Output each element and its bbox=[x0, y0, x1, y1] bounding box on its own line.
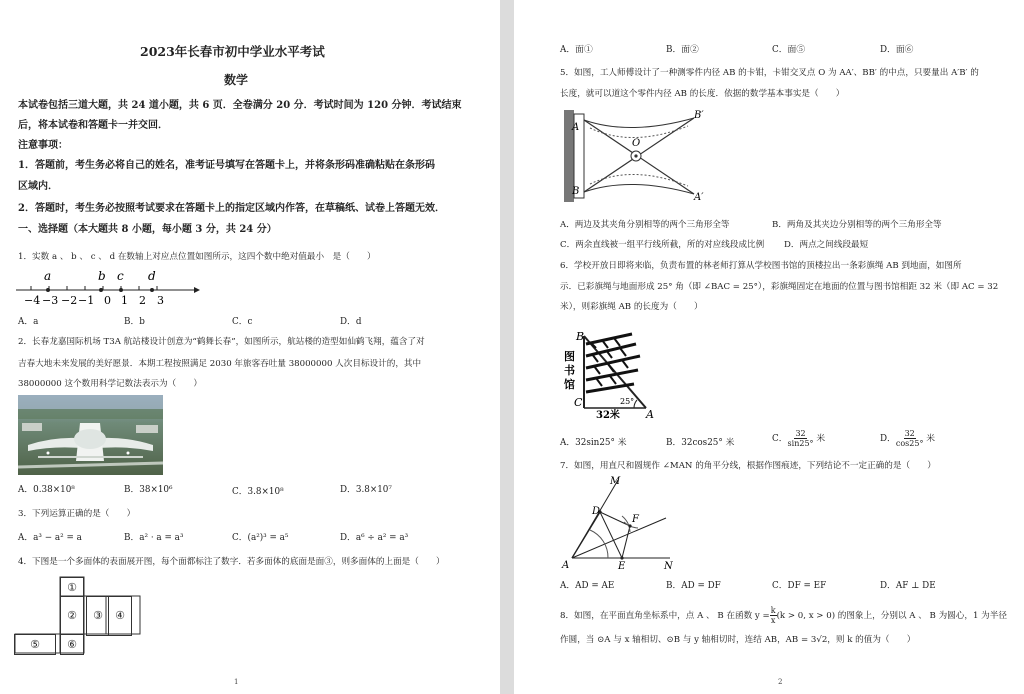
net-face-4: ④ bbox=[108, 596, 132, 636]
q4-option-a[interactable]: A．面① bbox=[560, 45, 593, 55]
net-face-3: ③ bbox=[86, 596, 110, 636]
q6-option-c-unit: 米 bbox=[816, 434, 826, 444]
note-1-line-1: 1．答题前，考生务必将自己的姓名，准考证号填写在答题卡上，并将条形码准确粘贴在条形码 bbox=[18, 160, 435, 171]
caliper-label-a-prime: A′ bbox=[694, 192, 704, 203]
point-label-b: b bbox=[98, 269, 106, 283]
q2-option-c[interactable]: C．3.8×10⁸ bbox=[232, 487, 284, 497]
caliper-label-b: B bbox=[572, 186, 580, 197]
q3-option-c[interactable]: C．(a²)³ = a⁵ bbox=[232, 533, 289, 543]
q1-option-a[interactable]: A．a bbox=[18, 317, 39, 327]
q6-line-3: 米），则彩旗绳 AB 的长度为（ ） bbox=[560, 302, 703, 312]
net-outline bbox=[14, 576, 144, 654]
note-2-line-1: 2．答题时，考生务必按照考试要求在答题卡上的指定区域内作答，在草稿纸、试卷上答题无效． bbox=[18, 203, 445, 214]
q7-stem: 7．如图，用直尺和圆规作 ∠MAN 的角平分线，根据作图痕迹，下列结论不一定正确的是（ ） bbox=[560, 461, 936, 471]
q6-line-1: 6．学校开放日即将来临，负责布置的林老师打算从学校图书馆的顶楼拉出一条彩旗绳 AB 到地面，如图所 bbox=[560, 261, 962, 271]
library-char-2: 书 bbox=[564, 364, 575, 377]
angle-label-e: E bbox=[618, 561, 626, 570]
tick-label: −3 bbox=[42, 294, 59, 306]
tick-label: 3 bbox=[157, 294, 164, 306]
page-number-1: 1 bbox=[234, 678, 239, 686]
q6-option-d-fraction bbox=[896, 429, 924, 448]
q1-option-c[interactable]: C．c bbox=[232, 317, 253, 327]
angle-label-n: N bbox=[664, 561, 673, 570]
q5-option-d[interactable]: D．两点之间线段最短 bbox=[784, 240, 869, 250]
q6-option-c-numerator: 32 bbox=[795, 429, 806, 438]
tick-label: −1 bbox=[78, 294, 95, 306]
angle-bisector-figure bbox=[560, 474, 680, 570]
q6-option-d-prefix: D． bbox=[880, 434, 896, 444]
exam-page-1 bbox=[0, 0, 500, 694]
q5-option-c[interactable]: C．两余直线被一组平行线所截，所的对应线段成比例 bbox=[560, 240, 765, 250]
q6-option-c-prefix: C． bbox=[772, 434, 788, 444]
angle-label-m: M bbox=[610, 476, 621, 487]
q8-line-1-suffix: (k > 0, x > 0) 的图象上，分别以 A 、 B 为圆心，1 为半径 bbox=[776, 611, 1007, 621]
caliper-figure bbox=[560, 106, 710, 206]
tick-label: 0 bbox=[104, 294, 111, 306]
page-number-2: 2 bbox=[778, 678, 783, 686]
q2-option-a[interactable]: A．0.38×10⁸ bbox=[18, 485, 75, 495]
q2-line-2: 吉春大地未来发展的美好愿景．本期工程按照满足 2030 年旅客吞吐量 38000000 人次目标设计的，其中 bbox=[18, 359, 422, 369]
exam-title: 2023年长春市初中学业水平考试 bbox=[140, 44, 325, 59]
q1-option-d[interactable]: D．d bbox=[340, 317, 362, 327]
angle-label-f: F bbox=[632, 514, 639, 525]
q8-fraction-numerator: k bbox=[770, 606, 776, 615]
q2-option-d[interactable]: D．3.8×10⁷ bbox=[340, 485, 392, 495]
point-c bbox=[119, 288, 123, 292]
notes-heading: 注意事项： bbox=[18, 140, 68, 151]
q7-option-c[interactable]: C．DF = EF bbox=[772, 581, 827, 591]
exam-page-2 bbox=[514, 0, 1024, 694]
intro-line-1: 本试卷包括三道大题，共 24 道小题，共 6 页．全卷满分 20 分．考试时间为 120 分钟．考试结束 bbox=[18, 100, 462, 111]
caliper-label-a: A bbox=[572, 122, 580, 133]
q7-option-b[interactable]: B．AD = DF bbox=[666, 581, 721, 591]
q6-line-2: 示．已彩旗绳与地面形成 25° 角（即 ∠BAC = 25°），彩旗绳固定在地面的位置与图书馆相距 32 米（即 AC = 32 bbox=[560, 282, 999, 292]
q8-line-1-prefix: 8．如图，在平面直角坐标系中，点 A 、 B 在函数 y = bbox=[560, 611, 770, 621]
q1-stem: 1．实数 a 、 b 、 c 、 d 在数轴上对应点位置如图所示，这四个数中绝对值最小 是（ ） bbox=[18, 252, 376, 262]
tick-label: −4 bbox=[24, 294, 41, 306]
q6-option-b[interactable]: B．32cos25° 米 bbox=[666, 438, 735, 448]
q8-line-2: 作圆，当 ⊙A 与 x 轴相切、⊙B 与 y 轴相切时，连结 AB，AB = 3√2，则 k 的值为（ ） bbox=[560, 635, 916, 645]
q3-option-b[interactable]: B．a² · a = a³ bbox=[124, 533, 184, 543]
q4-option-b[interactable]: B．面② bbox=[666, 45, 699, 55]
library-char-3: 馆 bbox=[564, 378, 575, 391]
library-angle-label: 25° bbox=[620, 397, 635, 406]
tick-label: 1 bbox=[121, 294, 128, 306]
net-face-5: ⑤ bbox=[14, 634, 56, 655]
library-label-c: C bbox=[574, 396, 583, 409]
library-distance-label: 32米 bbox=[596, 410, 620, 421]
q8-fraction-denominator: x bbox=[770, 616, 776, 625]
intro-line-2: 后，将本试卷和答题卡一并交回． bbox=[18, 120, 168, 131]
number-line-arrow-icon bbox=[194, 287, 200, 293]
q8-line-1 bbox=[560, 606, 1007, 625]
q3-option-d[interactable]: D．a⁶ ÷ a² = a³ bbox=[340, 533, 409, 543]
q2-line-1: 2．长春龙嘉国际机场 T3A 航站楼设计创意为“鹤舞长春”，如图所示，航站楼的造型如仙鹤飞翔，蕴含了对 bbox=[18, 337, 425, 347]
net-face-6: ⑥ bbox=[60, 634, 84, 655]
q5-option-b[interactable]: B．两角及其夹边分别相等的两个三角形全等 bbox=[772, 220, 942, 230]
library-label-b: B bbox=[576, 330, 585, 343]
section-1-heading: 一、选择题（本大题共 8 小题，每小题 3 分，共 24 分） bbox=[18, 224, 277, 235]
point-a bbox=[46, 288, 50, 292]
q6-option-c[interactable] bbox=[772, 429, 825, 448]
tick-label: −2 bbox=[61, 294, 78, 306]
q2-option-b[interactable]: B．38×10⁶ bbox=[124, 485, 173, 495]
point-label-c: c bbox=[117, 269, 124, 283]
point-d bbox=[150, 288, 154, 292]
q5-line-1: 5．如图，工人师傅设计了一种测零件内径 AB 的卡钳，卡钳交叉点 O 为 AA′、BB′ 的中点，只要量出 A′B′ 的 bbox=[560, 68, 979, 78]
q6-option-d-denominator: cos25° bbox=[895, 439, 924, 448]
q7-option-a[interactable]: A．AD = AE bbox=[560, 581, 615, 591]
q5-line-2: 长度，就可以道这个零件内径 AB 的长度．依据的数学基本事实是（ ） bbox=[560, 89, 845, 99]
q6-option-c-fraction bbox=[788, 429, 814, 448]
q1-option-b[interactable]: B．b bbox=[124, 317, 145, 327]
q7-option-d[interactable]: D．AF ⊥ DE bbox=[880, 581, 936, 591]
angle-label-d: D bbox=[592, 506, 601, 517]
library-char-1: 图 bbox=[564, 350, 575, 363]
q6-option-d-numerator: 32 bbox=[904, 429, 915, 438]
angle-label-a: A bbox=[562, 560, 570, 570]
note-1-line-2: 区域内． bbox=[18, 181, 58, 192]
point-b bbox=[99, 288, 103, 292]
point-label-a: a bbox=[44, 269, 52, 283]
q6-option-a[interactable]: A．32sin25° 米 bbox=[560, 438, 627, 448]
library-flag-figure bbox=[560, 330, 670, 422]
q4-stem: 4．下图是一个多面体的表面展开图，每个面都标注了数字．若多面体的底面是面③，则多面体的上面是（ ） bbox=[18, 557, 445, 567]
point-label-d: d bbox=[148, 269, 156, 283]
caliper-label-b-prime: B′ bbox=[694, 110, 704, 121]
tick-label: 2 bbox=[139, 294, 146, 306]
caliper-label-o: O bbox=[632, 138, 641, 149]
q5-option-a[interactable]: A．两边及其夹角分别相等的两个三角形全等 bbox=[560, 220, 730, 230]
number-line-figure bbox=[14, 266, 200, 306]
q4-option-c[interactable]: C．面⑤ bbox=[772, 45, 806, 55]
library-label-a: A bbox=[646, 408, 654, 421]
q6-option-d[interactable] bbox=[880, 429, 935, 448]
airport-photo bbox=[18, 395, 163, 475]
q3-stem: 3．下列运算正确的是（ ） bbox=[18, 509, 136, 519]
q6-option-c-denominator: sin25° bbox=[787, 439, 814, 448]
subject-title: 数学 bbox=[224, 73, 249, 87]
q8-function-fraction bbox=[770, 606, 777, 625]
q2-line-3: 38000000 这个数用科学记数法表示为（ ） bbox=[18, 379, 202, 389]
net-face-2: ② bbox=[60, 596, 84, 636]
q6-option-d-unit: 米 bbox=[926, 434, 936, 444]
q3-option-a[interactable]: A．a³ − a² = a bbox=[18, 533, 82, 543]
q4-option-d[interactable]: D．面⑥ bbox=[880, 45, 914, 55]
net-face-1: ① bbox=[60, 577, 84, 598]
